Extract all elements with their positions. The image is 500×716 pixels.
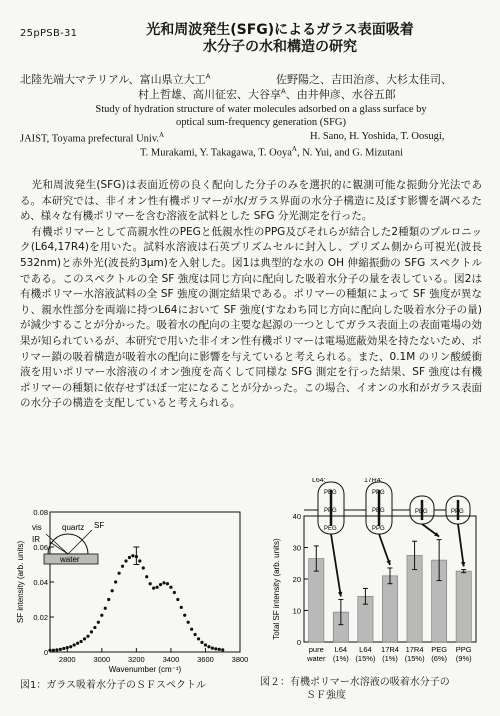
fig2-category-sublabel: (15%)	[355, 654, 376, 663]
schematic-l64-ppg: PPG	[324, 508, 337, 514]
fig1-data-point	[197, 637, 200, 640]
affiliation-en: JAIST, Toyama prefectural Univ.$^A$	[20, 131, 165, 145]
fig1-data-point	[149, 582, 152, 585]
fig1-data-point	[173, 591, 176, 594]
fig1-data-point	[211, 647, 214, 650]
abstract-body	[20, 178, 482, 412]
fig1-data-point	[124, 559, 127, 562]
schematic-peg-label: PEG	[415, 509, 428, 515]
fig1-x-tick-label: 3000	[93, 655, 111, 664]
fig1-data-point	[128, 556, 131, 559]
fig1-data-point	[104, 607, 107, 610]
fig2-bar	[456, 571, 471, 642]
fig1-data-point	[79, 640, 82, 643]
fig1-data-point	[131, 554, 134, 557]
fig2-y-tick-label: 40	[292, 512, 301, 521]
fig1-data-point	[169, 586, 172, 589]
fig1-data-point	[52, 649, 55, 652]
fig1-data-point	[207, 645, 210, 648]
fig1-x-tick-label: 3800	[231, 655, 249, 664]
figure-1-caption: 図1：ガラス吸着水分子のＳＦスペクトル	[20, 680, 207, 691]
fig1-y-tick-label: 0.08	[33, 508, 48, 517]
english-title: Study of hydration structure of water molecules adsorbed on a glass surface by optical sum-frequency generation (SFG)	[95, 104, 427, 128]
fig2-category-sublabel: (1%)	[382, 654, 398, 663]
fig2-bars	[309, 540, 472, 642]
authors-jp-line-1: 佐野陽之、吉田治彦、大杉太佳司、	[276, 73, 452, 86]
fig2-category-sublabel: water	[307, 654, 326, 663]
fig1-data-point	[218, 648, 221, 651]
fig2-category-label: 17R4	[381, 645, 399, 654]
paragraph-2: 有機ポリマーとして高親水性のPEGと低親水性のPPG及びそれらが結合した2種類のプルロニック(L64,17R4)を用いた。試料水溶液は石英プリズムセルに封入し、プリズム側から可視光(波長532nm)と赤外光(波長約3μm)を入射した。図1は典型的な水の OH 伸縮振動の SFG スペクトルである。このスペクトルの全 SF 強度は同じ方向に配向した吸着水分子の量を表している。図2は有機ポリマー水溶液試料の全 SF 強度の測定結果である。ポリマーの種類によって SF 強度が異なり、親水性部分を両端に持つL64において SF 強度(すなわち同じ方向に配向した吸着水分子の量)が減少することが分かった。吸着水の配向の主要な起源の一つとしてガラス表面上の表面電場の効果が知られているが、本研究で用いた非イオン性有機ポリマーは電場遮蔽効果を持たないため、ポリマー鎖の吸着構造が吸着水の配向に影響を与えていると考えられる。また、0.1M のリン酸緩衝液を用いポリマー水溶液のイオン強度を高くして同様な SFG 測定を行った結果、SF 強度は有機ポリマーの種類に依存せずほぼ一定になることが分かった。この場合、イオンの水和がガラス表面の水分子の構造を支配していると考えられる。	[20, 225, 482, 410]
inset-label-quartz: quartz	[62, 523, 85, 532]
inset-label-water: water	[60, 555, 80, 564]
inset-label-ir: IR	[32, 535, 40, 544]
title-line-2: 水分子の水和構造の研究	[203, 39, 357, 55]
fig2-category-label: L64	[359, 645, 372, 654]
fig2-y-tick-label: 30	[292, 543, 301, 553]
fig1-x-axis-label: Wavenumber (cm⁻¹)	[108, 665, 182, 674]
session-id: 25pPSB-31	[20, 28, 78, 39]
ir-beam	[50, 542, 68, 554]
fig1-data-point	[183, 614, 186, 617]
fig1-data-point	[107, 598, 110, 601]
affiliation-jp: 北陸先端大マテリアル、富山県立大工$^A$	[20, 72, 211, 86]
fig1-data-point	[114, 580, 117, 583]
sf-beam	[68, 530, 92, 554]
fig1-data-point	[200, 641, 203, 644]
authors-jp-line-2: 村上哲雄、高川征宏、大谷享$^A$、由井伸彦、水谷五郎	[138, 87, 396, 101]
fig2-category-label: PEG	[431, 645, 448, 654]
fig2-category-label: PPG	[455, 645, 472, 654]
fig1-data-point	[73, 643, 76, 646]
fig1-data-point	[187, 621, 190, 624]
prism-shape	[48, 534, 88, 554]
figure-2-caption-line-1: 図２：有機ポリマー水溶液の吸着水分子の	[260, 677, 450, 688]
fig1-x-tick-label: 3400	[162, 655, 180, 664]
fig1-data-point	[48, 649, 51, 652]
fig2-y-axis-label: Total SF intensity (arb. units)	[272, 538, 281, 640]
fig1-data-point	[159, 583, 162, 586]
title-line-1: 光和周波発生(SFG)によるガラス表面吸着	[146, 22, 414, 38]
schematic-label-l64: L64:	[312, 478, 326, 484]
fig1-x-tick-label: 3200	[128, 655, 145, 664]
fig1-data-point	[76, 642, 79, 645]
schematic-l64-peg-top: PEG	[324, 490, 337, 496]
fig2-pointer-arrow	[379, 534, 390, 565]
fig1-data-point	[138, 559, 141, 562]
fig2-category-label: L64	[334, 645, 348, 654]
fig1-data-point	[221, 648, 224, 651]
fig2-category-label: pure	[308, 645, 324, 654]
fig1-y-axis-label: SF intensity (arb. units)	[16, 540, 25, 624]
fig1-plot-frame	[50, 512, 240, 652]
fig1-data-point	[55, 648, 58, 651]
fig1-x-tick-label: 3600	[197, 655, 214, 664]
fig1-data-point	[90, 630, 93, 633]
schematic-l64-peg-bot: PEG	[324, 526, 337, 532]
fig2-y-tick-label: 0	[296, 638, 301, 647]
fig2-y-tick-label: 20	[292, 575, 301, 584]
fig2-y-tick-label: 10	[292, 606, 301, 616]
schematic-label-17r4: 17R4:	[364, 478, 383, 484]
fig1-data-point	[193, 633, 196, 636]
fig1-data-point	[142, 566, 145, 569]
fig1-data-point	[176, 598, 179, 601]
schematic-17r4-ppg-bot: PPG	[372, 526, 385, 532]
fig1-data-point	[190, 628, 193, 631]
figure-2-caption	[260, 676, 490, 702]
inset-label-sf: SF	[94, 521, 105, 530]
fig1-data-point	[214, 647, 217, 650]
fig2-pointer-arrow	[458, 524, 464, 567]
fig1-data-point	[66, 646, 69, 649]
fig1-data-point	[204, 643, 207, 646]
paragraph-1: 光和周波発生(SFG)は表面近傍の良く配向した分子のみを選択的に観測可能な振動分光法である。本研究では、非イオン性有機ポリマーが水/ガラス界面の水分子構造に及ぼす影響を調べるため、様々な有機ポリマーを含む溶液を試料とした SFG 分光測定を行った。	[20, 179, 482, 223]
paper-title	[90, 22, 470, 56]
fig2-pointer-arrow	[331, 534, 341, 596]
fig1-data-point	[152, 587, 155, 590]
fig1-data-point	[100, 614, 103, 617]
fig2-polymer-schematics	[304, 478, 470, 534]
fig1-data-point	[155, 586, 158, 589]
fig2-category-sublabel: (9%)	[455, 654, 472, 663]
fig1-data-point	[83, 637, 86, 640]
fig1-data-point	[166, 582, 169, 585]
fig1-data-point	[59, 648, 62, 651]
authors-en-line-1: H. Sano, H. Yoshida, T. Oosugi,	[310, 131, 445, 142]
fig1-y-tick-label: 0.02	[33, 613, 48, 622]
fig1-data-point	[69, 645, 72, 648]
fig1-y-tick-label: 0.04	[33, 578, 48, 587]
fig1-x-tick-label: 2800	[58, 655, 76, 664]
fig2-category-label: 17R4	[405, 645, 424, 654]
fig2-bar	[382, 576, 397, 642]
schematic-ppg-label: PPG	[451, 509, 464, 515]
fig1-data-point	[145, 575, 148, 578]
figure-2-total-sf-intensity	[270, 478, 485, 676]
fig1-data-point	[62, 647, 65, 650]
figure-2-caption-line-2: ＳＦ強度	[306, 690, 346, 701]
fig1-data-point	[162, 581, 165, 584]
figure-1-sf-spectrum	[14, 504, 254, 674]
fig2-category-sublabel: (15%)	[404, 654, 425, 663]
fig1-y-tick-label: 0	[43, 648, 48, 657]
fig1-data-point	[121, 565, 124, 568]
fig1-data-point	[111, 589, 114, 592]
fig2-category-sublabel: (6%)	[431, 654, 448, 663]
fig1-data-point	[117, 572, 120, 575]
fig1-data-point	[180, 606, 183, 609]
fig1-y-tick-label: 0.06	[33, 543, 48, 552]
fig1-data-point	[86, 635, 89, 638]
fig2-category-sublabel: (1%)	[332, 654, 349, 663]
authors-en-line-2: T. Murakami, Y. Takagawa, T. Ooya$^A$, N. Yui, and G. Mizutani	[140, 145, 403, 159]
inset-label-vis: vis	[32, 523, 42, 532]
fig1-data-point	[97, 621, 100, 624]
schematic-17r4-ppg-top: PPG	[372, 490, 385, 496]
fig1-data-point	[93, 626, 96, 629]
schematic-17r4-peg: PEG	[372, 508, 385, 514]
